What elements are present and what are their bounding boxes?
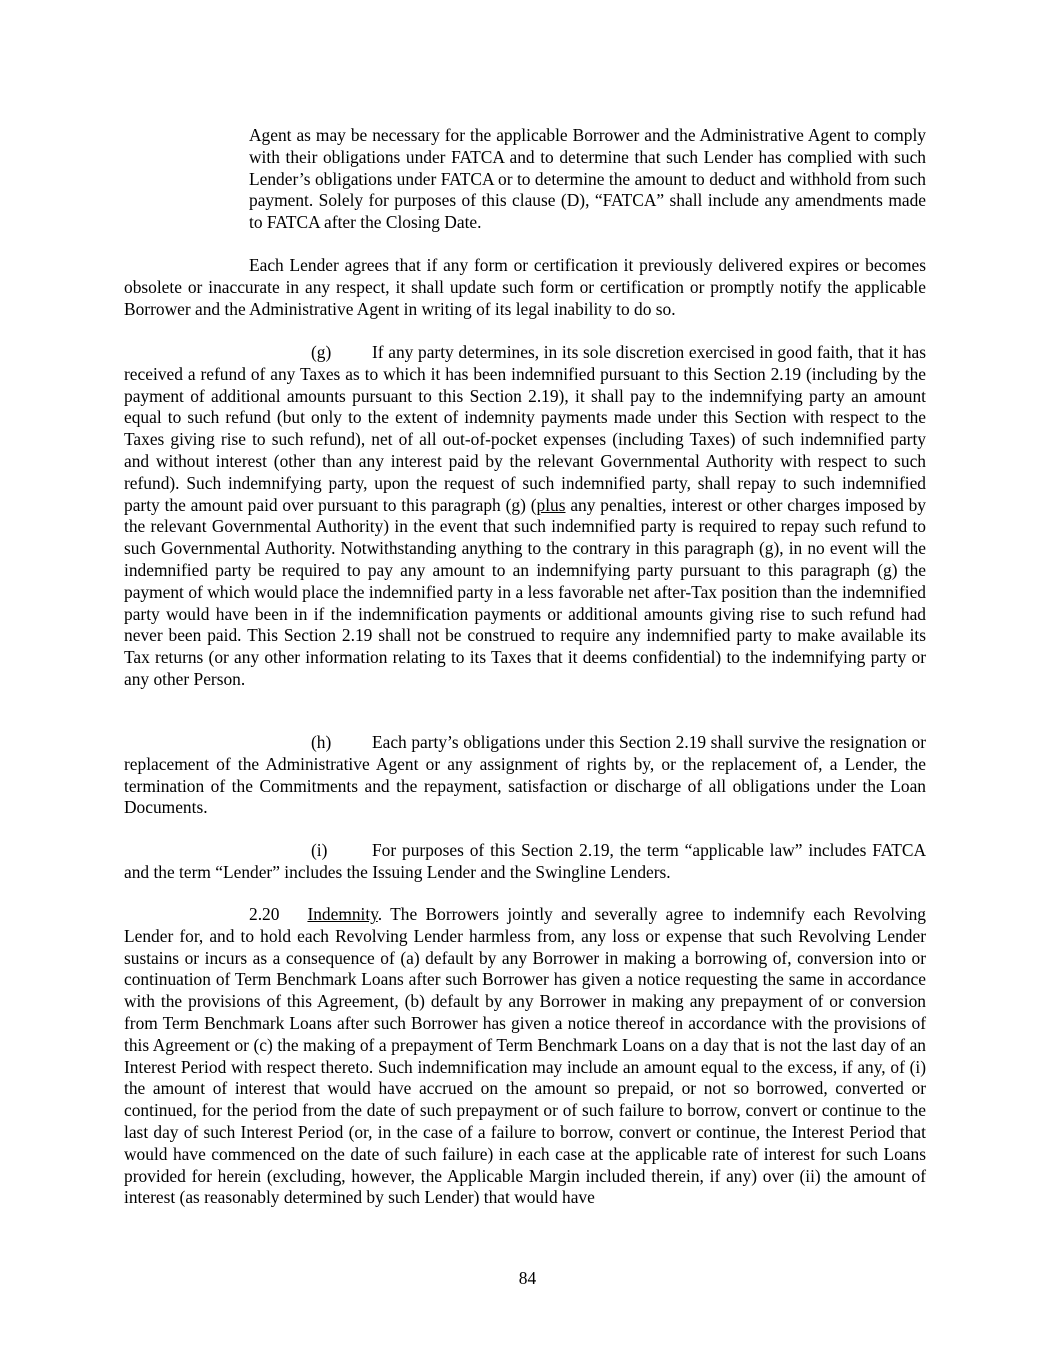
paragraph-fatca-clause-d: Agent as may be necessary for the applicable Borrower and the Administrative Agent to comply with their obligations under FATCA and to determine that such Lender has complied with such Lender’s obligations under FATCA or to determine the amount to deduct and withhold from such payment. Solely for purposes of this clause (D), “FATCA” shall include any amendments made to FATCA after the Closing Date. (249, 125, 926, 233)
underlined-plus: plus (536, 494, 566, 515)
section-2-20-indemnity (124, 904, 926, 1209)
paragraph-i-text: For purposes of this Section 2.19, the term “applicable law” includes FATCA and the term “Lender” includes the Issuing Lender and the Swingline Lenders. (124, 840, 926, 882)
paragraph-lender-form-update: Each Lender agrees that if any form or certification it previously delivered expires or becomes obsolete or inaccurate in any respect, it shall update such form or certification or promptly notify the applicable Borrower and the Administrative Agent in writing of its legal inability to do so. (124, 255, 926, 319)
clause-label-g: (g) (311, 342, 332, 362)
section-number: 2.20 (249, 904, 280, 924)
paragraph-i-definitions (124, 840, 926, 884)
page-number: 84 (518, 1268, 537, 1288)
clause-label-h: (h) (311, 732, 332, 752)
section-2-20-text: . The Borrowers jointly and severally agree to indemnify each Revolving Lender for, and to hold each Revolving Lender harmless from, any loss or expense that such Revolving Lender sustains or incurs as a consequence of (a) default by any Borrower in making a borrowing of, conversion into or continuation of Term Benchmark Loans after such Borrower has given a notice requesting the same in accordance with the provisions of this Agreement, (b) default by any Borrower in making any prepayment of or conversion from Term Benchmark Loans after such Borrower has given a notice thereof in accordance with the provisions of this Agreement or (c) the making of a prepayment of Term Benchmark Loans on a day that is not the last day of an Interest Period with respect thereto. Such indemnification may include an amount equal to the excess, if any, of (i) the amount of interest that would have accrued on the amount so prepaid, or not so borrowed, converted or continued, for the period from the date of such prepayment or of such failure to borrow, convert or continue to the last day of such Interest Period (or, in the case of a failure to borrow, convert or continue, the Interest Period that would have commenced on the date of such failure) in each case at the applicable rate of interest for such Loans provided for herein (excluding, however, the Applicable Margin included therein, if any) over (ii) the amount of interest (as reasonably determined by such Lender) that would have (124, 904, 926, 1208)
paragraph-h-text: Each party’s obligations under this Section 2.19 shall survive the resignation or replacement of the Administrative Agent or any assignment of rights by, or the replacement of, a Lender, the termination of the Commitments and the repayment, satisfaction or discharge of all obligations under the Loan Documents. (124, 732, 926, 818)
paragraph-h-survival (124, 732, 926, 819)
paragraph-g-refunds (124, 342, 926, 691)
section-heading: Indemnity (307, 904, 378, 924)
paragraph-g-text-a: If any party determines, in its sole discretion exercised in good faith, that it has received a refund of any Taxes as to which it has been indemnified pursuant to this Section 2.19 (including by the payment of additional amounts pursuant to this Section 2.19), it shall pay to the indemnifying party an amount equal to such refund (but only to the extent of indemnity payments made under this Section with respect to the Taxes giving rise to such refund), net of all out-of-pocket expenses (including Taxes) of such indemnified party and without interest (other than any interest paid by the relevant Governmental Authority with respect to such refund). Such indemnifying party, upon the request of such indemnified party, shall repay to such indemnified party the amount paid over pursuant to this paragraph (g) ( (124, 342, 926, 515)
paragraph-g-text-b: any penalties, interest or other charges imposed by the relevant Governmental Authority) in the event that such indemnified party is required to repay such refund to such Governmental Authority. Notwithstanding anything to the contrary in this paragraph (g), in no event will the indemnified party be required to pay any amount to an indemnifying party pursuant to this paragraph (g) the payment of which would place the indemnified party in a less favorable net after-Tax position than the indemnified party would have been in if the indemnification payments or additional amounts giving rise to such refund had never been paid. This Section 2.19 shall not be construed to require any indemnified party to make available its Tax returns (or any other information relating to its Taxes that it deems confidential) to the indemnifying party or any other Person. (124, 494, 926, 689)
clause-label-i: (i) (311, 840, 328, 860)
